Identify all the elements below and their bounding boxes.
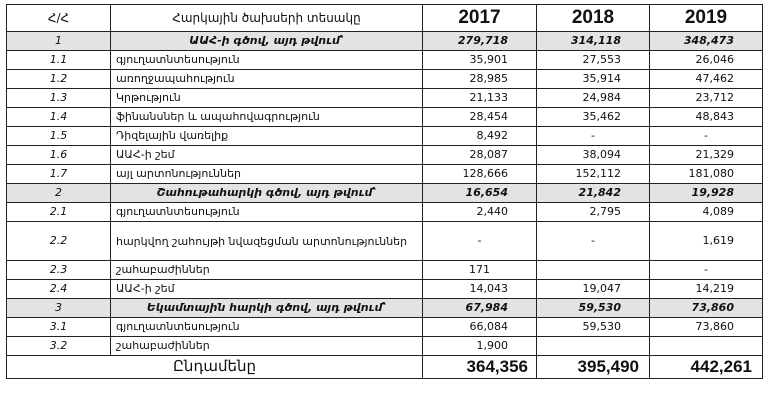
row-value-2019: 181,080 <box>650 165 763 184</box>
row-value-2017: 35,901 <box>423 51 537 70</box>
table-row <box>7 89 763 108</box>
row-label: գյուղատնտեսություն <box>111 51 423 70</box>
row-value-2017: 171 <box>423 261 537 280</box>
row-num: 1.6 <box>7 146 111 165</box>
row-value-2018 <box>537 261 650 280</box>
row-value-2017: 66,084 <box>423 318 537 337</box>
row-label: շահաբաժիններ <box>111 261 423 280</box>
row-value-2018: 21,842 <box>537 184 650 203</box>
row-value-2019: - <box>650 261 763 280</box>
row-label: շահաբաժիններ <box>111 337 423 356</box>
row-num: 2.3 <box>7 261 111 280</box>
row-num: 1 <box>7 32 111 51</box>
row-label: Դիզելային վառելիք <box>111 127 423 146</box>
header-year-2017: 2017 <box>423 5 537 32</box>
row-label: Շահութահարկի գծով, այդ թվում՝ <box>111 184 423 203</box>
row-value-2019: 48,843 <box>650 108 763 127</box>
row-value-2018 <box>537 337 650 356</box>
header-row <box>7 5 763 32</box>
header-year-2019: 2019 <box>650 5 763 32</box>
row-value-2018: - <box>537 127 650 146</box>
row-value-2017: 16,654 <box>423 184 537 203</box>
total-row <box>7 356 763 379</box>
row-value-2019: 21,329 <box>650 146 763 165</box>
table-row <box>7 165 763 184</box>
row-value-2019: 1,619 <box>650 222 763 261</box>
table-row <box>7 70 763 89</box>
row-value-2019: 4,089 <box>650 203 763 222</box>
table-row <box>7 261 763 280</box>
row-value-2017: 14,043 <box>423 280 537 299</box>
table-row <box>7 337 763 356</box>
row-value-2017: 28,985 <box>423 70 537 89</box>
row-value-2018: - <box>537 222 650 261</box>
row-value-2018: 38,094 <box>537 146 650 165</box>
total-value-2017: 364,356 <box>423 356 537 379</box>
row-num: 2 <box>7 184 111 203</box>
row-num: 1.3 <box>7 89 111 108</box>
row-value-2019: 26,046 <box>650 51 763 70</box>
row-value-2019: 348,473 <box>650 32 763 51</box>
row-value-2019: 19,928 <box>650 184 763 203</box>
row-value-2019: 73,860 <box>650 299 763 318</box>
row-value-2017: - <box>423 222 537 261</box>
row-num: 1.7 <box>7 165 111 184</box>
row-value-2019: 14,219 <box>650 280 763 299</box>
row-label: գյուղատնտեսություն <box>111 203 423 222</box>
table-row <box>7 184 763 203</box>
table-row <box>7 299 763 318</box>
row-num: 3.1 <box>7 318 111 337</box>
total-value-2019: 442,261 <box>650 356 763 379</box>
header-year-2018: 2018 <box>537 5 650 32</box>
row-label: ԱԱՀ-ի շեմ <box>111 280 423 299</box>
row-label: հարկվող շահույթի նվազեցման արտոնություններ <box>111 222 423 261</box>
row-value-2017: 8,492 <box>423 127 537 146</box>
total-value-2018: 395,490 <box>537 356 650 379</box>
row-num: 2.1 <box>7 203 111 222</box>
row-value-2018: 35,914 <box>537 70 650 89</box>
row-value-2017: 28,087 <box>423 146 537 165</box>
table-row <box>7 127 763 146</box>
tax-expenditures-table <box>6 4 763 379</box>
row-value-2018: 19,047 <box>537 280 650 299</box>
row-label: ԱԱՀ-ի շեմ <box>111 146 423 165</box>
row-value-2019: 47,462 <box>650 70 763 89</box>
row-value-2017: 279,718 <box>423 32 537 51</box>
row-value-2017: 128,666 <box>423 165 537 184</box>
row-value-2018: 152,112 <box>537 165 650 184</box>
header-num: Հ/Հ <box>7 5 111 32</box>
table-row <box>7 222 763 261</box>
row-value-2018: 35,462 <box>537 108 650 127</box>
table-row <box>7 146 763 165</box>
table-row <box>7 108 763 127</box>
row-value-2017: 21,133 <box>423 89 537 108</box>
row-label: ԱԱՀ-ի գծով, այդ թվում՝ <box>111 32 423 51</box>
row-value-2019: 23,712 <box>650 89 763 108</box>
header-type: Հարկային ծախսերի տեսակը <box>111 5 423 32</box>
row-num: 3 <box>7 299 111 318</box>
row-value-2018: 24,984 <box>537 89 650 108</box>
row-label: այլ արտոնություններ <box>111 165 423 184</box>
row-num: 1.2 <box>7 70 111 89</box>
row-num: 1.1 <box>7 51 111 70</box>
row-num: 1.4 <box>7 108 111 127</box>
total-label: Ընդամենը <box>7 356 423 379</box>
row-value-2018: 59,530 <box>537 299 650 318</box>
table-row <box>7 318 763 337</box>
table-row <box>7 51 763 70</box>
row-value-2017: 2,440 <box>423 203 537 222</box>
row-label: Եկամտային հարկի գծով, այդ թվում՝ <box>111 299 423 318</box>
table-row <box>7 32 763 51</box>
row-value-2017: 28,454 <box>423 108 537 127</box>
row-value-2017: 67,984 <box>423 299 537 318</box>
table-row <box>7 203 763 222</box>
row-value-2019 <box>650 337 763 356</box>
row-value-2018: 314,118 <box>537 32 650 51</box>
row-num: 3.2 <box>7 337 111 356</box>
table-row <box>7 280 763 299</box>
row-num: 1.5 <box>7 127 111 146</box>
row-value-2018: 2,795 <box>537 203 650 222</box>
row-value-2019: - <box>650 127 763 146</box>
row-value-2017: 1,900 <box>423 337 537 356</box>
row-value-2019: 73,860 <box>650 318 763 337</box>
row-value-2018: 27,553 <box>537 51 650 70</box>
row-label: առողջապահություն <box>111 70 423 89</box>
row-label: Կրթություն <box>111 89 423 108</box>
row-num: 2.4 <box>7 280 111 299</box>
row-value-2018: 59,530 <box>537 318 650 337</box>
row-label: ֆինանսներ և ապահովագրություն <box>111 108 423 127</box>
row-label: գյուղատնտեսություն <box>111 318 423 337</box>
row-num: 2.2 <box>7 222 111 261</box>
